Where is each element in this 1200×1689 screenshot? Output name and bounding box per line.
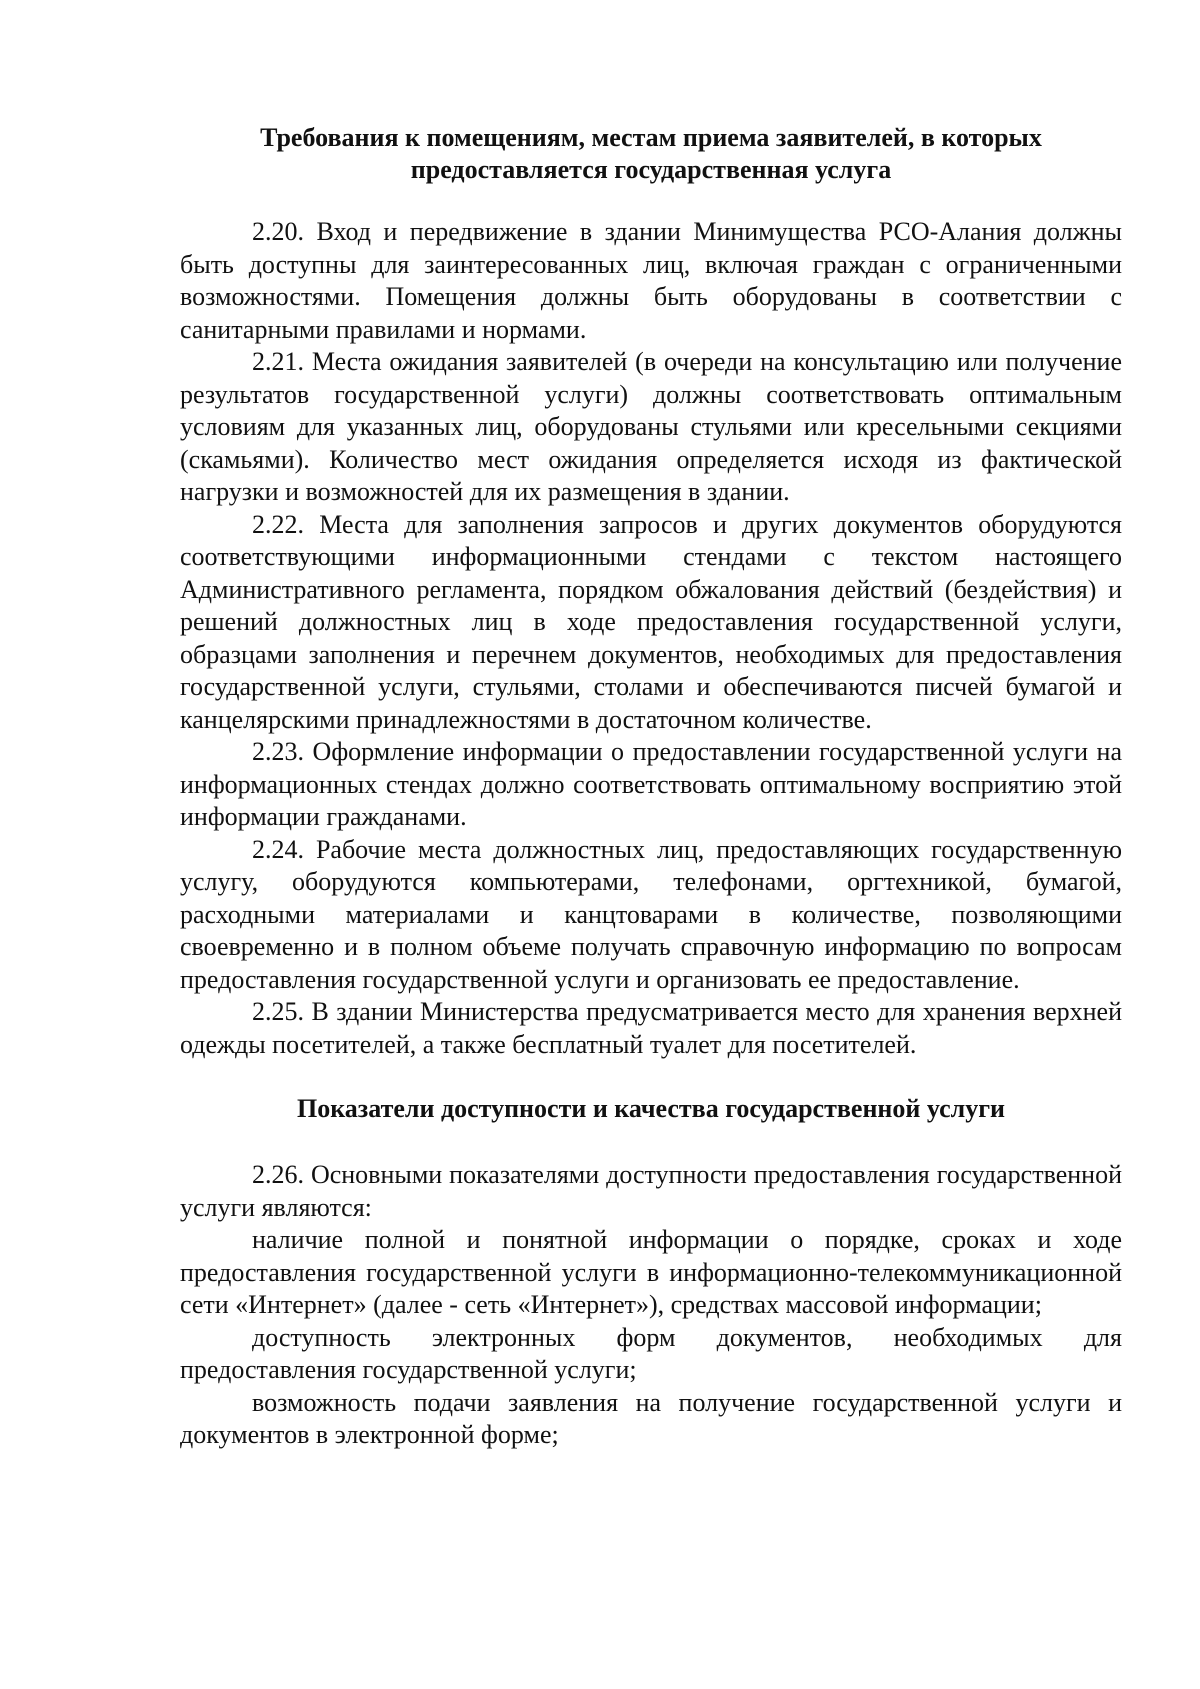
section-availability-body <box>180 1159 1122 1452</box>
list-item-electronic-forms: доступность электронных форм документов, необходимых для предоставления государственной услуги; <box>180 1322 1122 1384</box>
paragraph-2-23: 2.23. Оформление информации о предоставлении государственной услуги на информационных стендах должно соответствовать оптимальному восприятию этой информации гражданами. <box>180 737 1122 831</box>
list-item-information: наличие полной и понятной информации о порядке, сроках и ходе предоставления государственной услуги в информационно-телекоммуникационной сети «Интернет» (далее - сеть «Интернет»), средствах массовой информации; <box>180 1225 1122 1319</box>
paragraph-2-21: 2.21. Места ожидания заявителей (в очереди на консультацию или получение результатов государственной услуги) должны соответствовать оптимальным условиям для указанных лиц, оборудованы стульями или кресельными секциями (скамьями). Количество мест ожидания определяется исходя из фактической нагрузки и возможностей для их размещения в здании. <box>180 347 1122 506</box>
document-body <box>180 122 1122 1452</box>
paragraph-2-20: 2.20. Вход и передвижение в здании Минимущества РСО-Алания должны быть доступны для заинтересованных лиц, включая граждан с ограниченными возможностями. Помещения должны быть оборудованы в соответствии с санитарными правилами и нормами. <box>180 217 1122 344</box>
list-item-electronic-submission: возможность подачи заявления на получение государственной услуги и документов в электронной форме; <box>180 1387 1122 1449</box>
paragraph-2-24: 2.24. Рабочие места должностных лиц, предоставляющих государственную услугу, оборудуются компьютерами, телефонами, оргтехникой, бумагой, расходными материалами и канцтоварами в количестве, позволяющими своевременно и в полном объеме получать справочную информацию по вопросам предоставления государственной услуги и организовать ее предоставление. <box>180 834 1122 994</box>
section-premises-body <box>180 216 1122 1061</box>
section-heading-availability: Показатели доступности и качества государственной услуги <box>296 1094 1006 1123</box>
paragraph-2-25: 2.25. В здании Министерства предусматривается место для хранения верхней одежды посетителей, а также бесплатный туалет для посетителей. <box>180 997 1122 1059</box>
section-heading-premises: Требования к помещениям, местам приема заявителей, в которых предоставляется государственная услуга <box>260 123 1042 184</box>
paragraph-2-22: 2.22. Места для заполнения запросов и других документов оборудуются соответствующими информационными стендами с текстом настоящего Административного регламента, порядком обжалования действий (бездействия) и решений должностных лиц в ходе предоставления государственной услуги, образцами заполнения и перечнем документов, необходимых для предоставления государственной услуги, стульями, столами и обеспечиваются писчей бумагой и канцелярскими принадлежностями в достаточном количестве. <box>180 509 1122 734</box>
paragraph-2-26: 2.26. Основными показателями доступности предоставления государственной услуги являются: <box>180 1160 1122 1222</box>
